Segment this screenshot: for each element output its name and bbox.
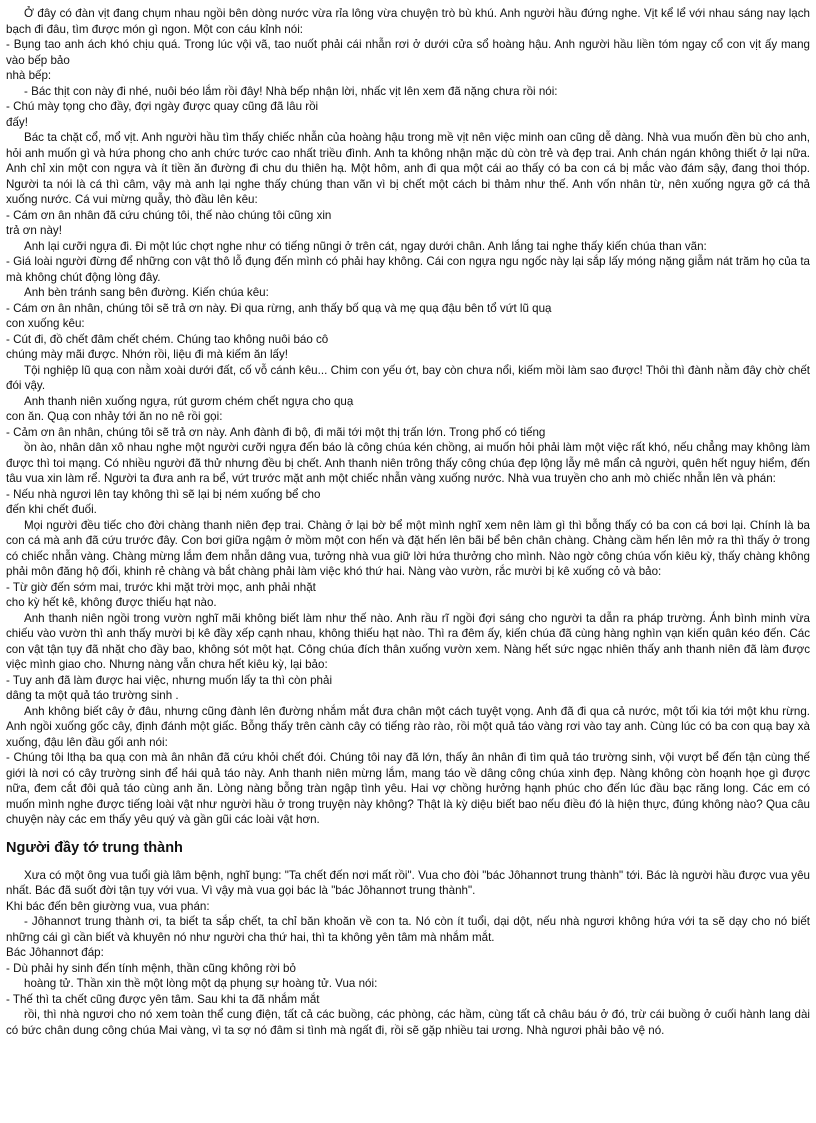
paragraph: - Cám ơn ân nhân đã cứu chúng tôi, thế nào chúng tôi cũng xin: [6, 208, 332, 222]
paragraph: Khi bác đến bên giường vua, vua phán:: [6, 899, 210, 913]
paragraph: Anh thanh niên ngồi trong vườn nghĩ mãi không biết làm như thế nào. Anh rầu rĩ ngồi đợi sáng cho người ta dẫn ra pháp trường. Ánh bình minh vừa chiếu vào vườn thì anh thấy mười bị kê đầy xếp cạnh nhau, không thiếu hạt nào. Thì ra đêm ấy, kiến chúa đã cùng hàng nghìn vạn kiến quân kéo đến. Các con vật tận tụy đã nhặt cho đầy bao, không sót một hạt. Công chúa đích thân xuống vườn xem. Nàng hết sức ngạc nhiên thấy anh thanh niên đã làm được việc mình giao cho. Nhưng nàng vẫn chưa hết kiêu kỳ, lại bảo:: [6, 611, 810, 671]
paragraph: đấy!: [6, 115, 28, 129]
paragraph: Xưa có một ông vua tuổi già lâm bệnh, nghĩ bụng: "Ta chết đến nơi mất rồi". Vua cho đòi "bác Jôhannơt trung thành" tới. Bác là người hầu được vua yêu nhất. Bác đã suốt đời tận tụy với vua. Vì vậy mà vua gọi bác là "bác Jôhannơt trung thành".: [6, 868, 810, 897]
paragraph: - Jôhannơt trung thành ơi, ta biết ta sắp chết, ta chỉ băn khoăn về con ta. Nó còn ít tuổi, dại dột, nếu nhà ngươi không hứa với ta sẽ dạy cho nó biết những cái gì cần biết và khuyên nó như người cha thứ hai, thì ta không yên tâm mà nhắm mắt.: [6, 915, 810, 944]
paragraph: - Giá loài người đừng để những con vật thô lỗ đụng đến mình có phải hay không. Cái con ngựa ngu ngốc này lại sắp lấy móng nặng giẫm nát trăm họ của ta mà không chút động lòng đây.: [6, 255, 810, 284]
paragraph: Anh không biết cây ở đâu, nhưng cũng đành lên đường nhắm mắt đưa chân một cách tuyệt vọng. Anh đã đi qua cả nước, một tối kia tới một khu rừng. Anh ngồi xuống gốc cây, định đánh một giấc. Bỗng thấy trên cành cây có tiếng rào rào, rồi một quả táo vàng rơi vào tay anh. Cùng lúc có ba con quạ bay xà xuống, đậu lên đầu gối anh nói:: [6, 704, 810, 749]
paragraph: - Tuy anh đã làm được hai việc, nhưng muốn lấy ta thì còn phải: [6, 673, 333, 687]
paragraph: rồi, thì nhà ngươi cho nó xem toàn thể cung điện, tất cả các buồng, các phòng, các hầm, cùng tất cả châu báu ở đó, trừ cái buồng ở cuối hành lang dài có bức chân dung công chúa Mai vàng, vì ta sợ nó đâm si tình mà ngất đi, rồi sẽ gặp nhiều tai ương. Nhà ngươi phải bảo vệ nó.: [6, 1008, 810, 1037]
paragraph: - Bác thịt con này đi nhé, nuôi béo lắm rồi đây! Nhà bếp nhận lời, nhấc vịt lên xem đã nặng chưa rồi nói:: [24, 84, 558, 98]
paragraph: ồn ào, nhân dân xô nhau nghe một người cưỡi ngựa đến báo là công chúa kén chồng, ai muốn hỏi phải làm một việc rất khó, nếu chẳng may không làm được thì toi mạng. Có nhiều người đã thử nhưng đều bị chết. Anh thanh niên trông thấy công chúa đẹp lộng lẫy mê mẩn cả người, quên hết nguy hiểm, đến tâu vua xin làm rể. Người ta đưa anh ra bể, vứt trước mặt anh một chiếc nhẫn vàng xuống nước. Nhà vua truyền cho anh mò chiếc nhẫn lên và phán:: [6, 441, 810, 485]
paragraph: - Cảm ơn ân nhân, chúng tôi sẽ trả ơn này. Anh đành đi bộ, đi mãi tới một thị trấn lớn. Trong phố có tiếng: [6, 425, 546, 439]
paragraph: trả ơn này!: [6, 224, 62, 237]
paragraph: Tội nghiệp lũ quạ con nằm xoài dưới đất, cố vỗ cánh kêu... Chim con yếu ớt, bay còn chưa nổi, kiếm mồi làm sao được! Thôi thì đành nằm đây chờ chết đói vậy.: [6, 363, 810, 392]
paragraph: Bác ta chặt cổ, mổ vịt. Anh người hầu tìm thấy chiếc nhẫn của hoàng hậu trong mề vịt nên việc minh oan cũng dễ dàng. Nhà vua muốn đền bù cho anh, hỏi anh muốn gì và hứa phong cho anh chức tước cao nhất triều đình. Anh ta không nhận mặc dù còn trẻ và đẹp trai. Anh chán ngán không thiết ở lại nữa. Anh chỉ xin một con ngựa và ít tiền ăn đường đi chu du thiên hạ. Một hôm, anh đi qua một cái ao thấy có ba con cá bị mắc vào đám sậy, đang thoi thóp. Người ta nói là cá thì câm, vậy mà anh lại nghe thấy chúng than vãn vì bị chết một cách bi thảm như thế. Anh vốn nhân từ, nên xuống ngựa gỡ cá thả xuống nước. Cá vui mừng quẫy, thò đầu lên kêu:: [6, 131, 810, 206]
paragraph: Anh bèn tránh sang bên đường. Kiến chúa kêu:: [24, 286, 269, 299]
paragraph: hoàng tử. Thần xin thề một lòng một dạ phụng sự hoàng tử. Vua nói:: [24, 977, 378, 990]
section-heading: Người đầy tớ trung thành: [6, 839, 183, 856]
paragraph: Ở đây có đàn vịt đang chụm nhau ngồi bên dòng nước vừa rỉa lông vừa chuyện trò bù khú. Anh người hầu đứng nghe. Vịt kể lể với nhau sáng nay lạch bạch đi đâu, tìm được món gì ngon. Một con cáu kỉnh nói:: [6, 7, 810, 36]
story-body: [6, 6, 810, 828]
paragraph: con ăn. Quạ con nhảy tới ăn no nê rồi gọi:: [6, 410, 223, 423]
paragraph: - Thế thì ta chết cũng được yên tâm. Sau khi ta đã nhắm mắt: [6, 992, 320, 1006]
paragraph: Bác Jôhannơt đáp:: [6, 946, 104, 959]
paragraph: dâng ta một quả táo trường sinh .: [6, 689, 179, 702]
paragraph: Anh thanh niên xuống ngựa, rút gươm chém chết ngựa cho quạ: [24, 394, 354, 408]
paragraph: - Cút đi, đồ chết đâm chết chém. Chúng tao không nuôi báo cô: [6, 332, 329, 346]
paragraph: - Bụng tao anh ách khó chịu quá. Trong lúc vội vã, tao nuốt phải cái nhẫn rơi ở dưới cửa sổ hoàng hậu. Anh người hầu liền tóm ngay cổ con vịt ấy mang vào bếp bảo: [6, 38, 810, 67]
paragraph: - Dù phải hy sinh đến tính mệnh, thần cũng không rời bỏ: [6, 961, 296, 975]
paragraph: đến khi chết đuối.: [6, 503, 97, 516]
story-body-2: [6, 868, 810, 1039]
paragraph: con xuống kêu:: [6, 317, 85, 330]
paragraph: Anh lại cưỡi ngựa đi. Đi một lúc chợt nghe như có tiếng nũngi ở trên cát, ngay dưới chân. Anh lắng tai nghe thấy kiến chúa than vãn:: [24, 239, 707, 253]
paragraph: Mọi người đều tiếc cho đời chàng thanh niên đẹp trai. Chàng ở lại bờ bể một mình nghĩ xem nên làm gì thì bỗng thấy có ba con cá bơi lại. Chính là ba con cá mà anh đã cứu trước đây. Con bơi giữa ngậm ở mồm một con hến và đặt hến lên bãi bể bên chân chàng. Chàng cầm hến lên mở ra thì thấy ở trong có chiếc nhẫn vàng. Chàng mừng lắm đem nhẫn dâng vua, tưởng nhà vua giữ lời hứa thưởng cho mình. Nào ngờ công chúa vốn kiêu kỳ, thấy chàng không phải môn đăng hộ đối, khinh rẻ chàng và bắt chàng phải làm việc khó thứ hai. Nàng vào vườn, rắc mười bị kê xuống cỏ và bảo:: [6, 518, 810, 578]
paragraph: nhà bếp:: [6, 69, 52, 82]
paragraph: - Chúng tôi lthạ ba quạ con mà ân nhân đã cứu khỏi chết đói. Chúng tôi nay đã lớn, thấy ân nhân đi tìm quả táo trường sinh, vội vượt bể đến tận cùng thế giới là nơi có cây trường sinh để hái quả táo này. Anh thanh niên mừng lắm, mang táo về dâng công chúa xinh đẹp. Nàng không còn hoạnh họe gì được nữa, đem cắt đôi quả táo cùng anh ăn. Lòng nàng bỗng tràn ngập tình yêu. Hai vợ chồng hưởng hạnh phúc cho đến lúc đầu bạc răng long. Các em có muốn mình nghe được tiếng loài vật như người hầu ở trong truyện này không? Thật là kỳ diệu biết bao nếu điều đó là hiện thực, đúng không nào? Qua câu chuyện này các em thấy yêu quý và gần gũi các loài vật hơn.: [6, 751, 810, 826]
paragraph: cho kỳ hết kê, không được thiếu hạt nào.: [6, 596, 217, 609]
paragraph: - Từ giờ đến sớm mai, trước khi mặt trời mọc, anh phải nhặt: [6, 580, 316, 594]
paragraph: chúng mày mãi được. Nhớn rồi, liệu đi mà kiếm ăn lấy!: [6, 348, 289, 361]
paragraph: - Chú mày tọng cho đầy, đợi ngày được quay cũng đã lâu rồi: [6, 100, 319, 113]
paragraph: - Cám ơn ân nhân, chúng tôi sẽ trả ơn này. Đi qua rừng, anh thấy bố quạ và mẹ quạ đậu bên tổ vứt lũ quạ: [6, 301, 552, 315]
paragraph: - Nếu nhà ngươi lên tay không thì sẽ lại bị ném xuống bể cho: [6, 487, 321, 501]
